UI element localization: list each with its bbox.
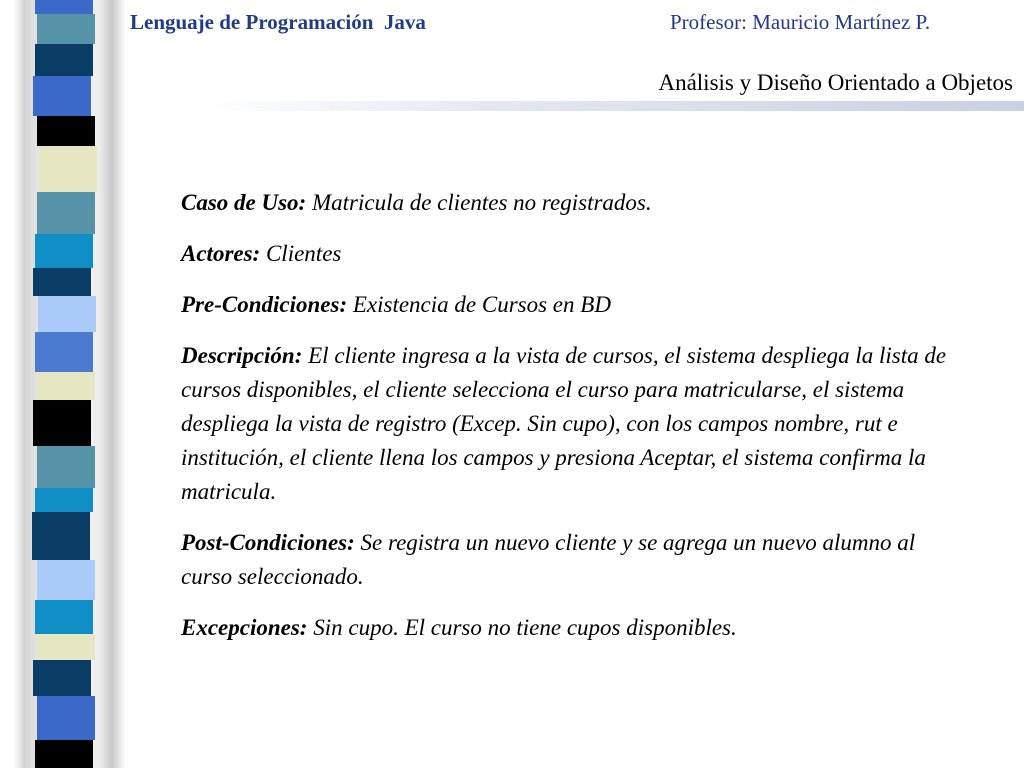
header-divider-bar: [200, 101, 1024, 111]
decorative-stripe-block: [35, 234, 93, 268]
decorative-stripe-block: [37, 696, 95, 740]
decorative-stripe-block: [37, 560, 95, 600]
course-title: Lenguaje de Programación Java: [130, 10, 426, 34]
exceptions-text: Sin cupo. El curso no tiene cupos disponibles.: [307, 615, 737, 640]
preconditions-text: Existencia de Cursos en BD: [347, 292, 611, 317]
decorative-stripe-block: [39, 146, 97, 192]
use-case-text: Matricula de clientes no registrados.: [306, 190, 652, 215]
exceptions-label: Excepciones:: [181, 615, 308, 640]
use-case-paragraph: [181, 186, 956, 220]
description-paragraph: [181, 339, 956, 509]
decorative-stripe-block: [37, 372, 95, 400]
actors-label: Actores:: [181, 241, 261, 266]
decorative-stripe-block: [37, 14, 95, 44]
use-case-body: [181, 186, 956, 662]
decorative-stripe-block: [35, 488, 93, 512]
decorative-stripe-block: [33, 660, 91, 696]
preconditions-paragraph: [181, 288, 956, 322]
decorative-stripe-block: [37, 634, 95, 660]
decorative-stripe-block: [35, 600, 93, 634]
decorative-stripe-block: [35, 44, 93, 76]
decorative-stripe-block: [32, 512, 90, 560]
decorative-stripe-block: [35, 0, 93, 14]
decorative-stripe-column: [33, 0, 99, 768]
slide-subtitle: Análisis y Diseño Orientado a Objetos: [658, 70, 1013, 95]
exceptions-paragraph: [181, 611, 956, 645]
decorative-stripe-block: [37, 116, 95, 146]
postconditions-text: Se registra un nuevo cliente y se agrega un nuevo alumno al curso seleccionado.: [181, 530, 916, 589]
description-label: Descripción:: [181, 343, 303, 368]
postconditions-label: Post-Condiciones:: [181, 530, 355, 555]
decorative-stripe-block: [35, 740, 93, 768]
description-text: El cliente ingresa a la vista de cursos, el sistema despliega la lista de cursos disponibles, el cliente selecciona el curso para matricularse, el sistema despliega la vista de registro (Excep. Sin cupo), con los campos nombre, rut e institución, el cliente llena los campos y presiona Aceptar, el sistema confirma la matricula.: [181, 343, 947, 504]
preconditions-label: Pre-Condiciones:: [181, 292, 348, 317]
decorative-stripe-block: [37, 446, 95, 488]
decorative-stripe-block: [35, 332, 93, 372]
decorative-stripe-block: [33, 400, 91, 446]
decorative-stripe-block: [33, 76, 91, 116]
professor-name: Profesor: Mauricio Martínez P.: [670, 10, 931, 34]
use-case-label: Caso de Uso:: [181, 190, 307, 215]
decorative-stripe-block: [38, 296, 96, 332]
actors-text: Clientes: [260, 241, 342, 266]
decorative-stripe-block: [37, 192, 95, 234]
postconditions-paragraph: [181, 526, 956, 594]
actors-paragraph: [181, 237, 956, 271]
decorative-stripe-block: [33, 268, 91, 296]
